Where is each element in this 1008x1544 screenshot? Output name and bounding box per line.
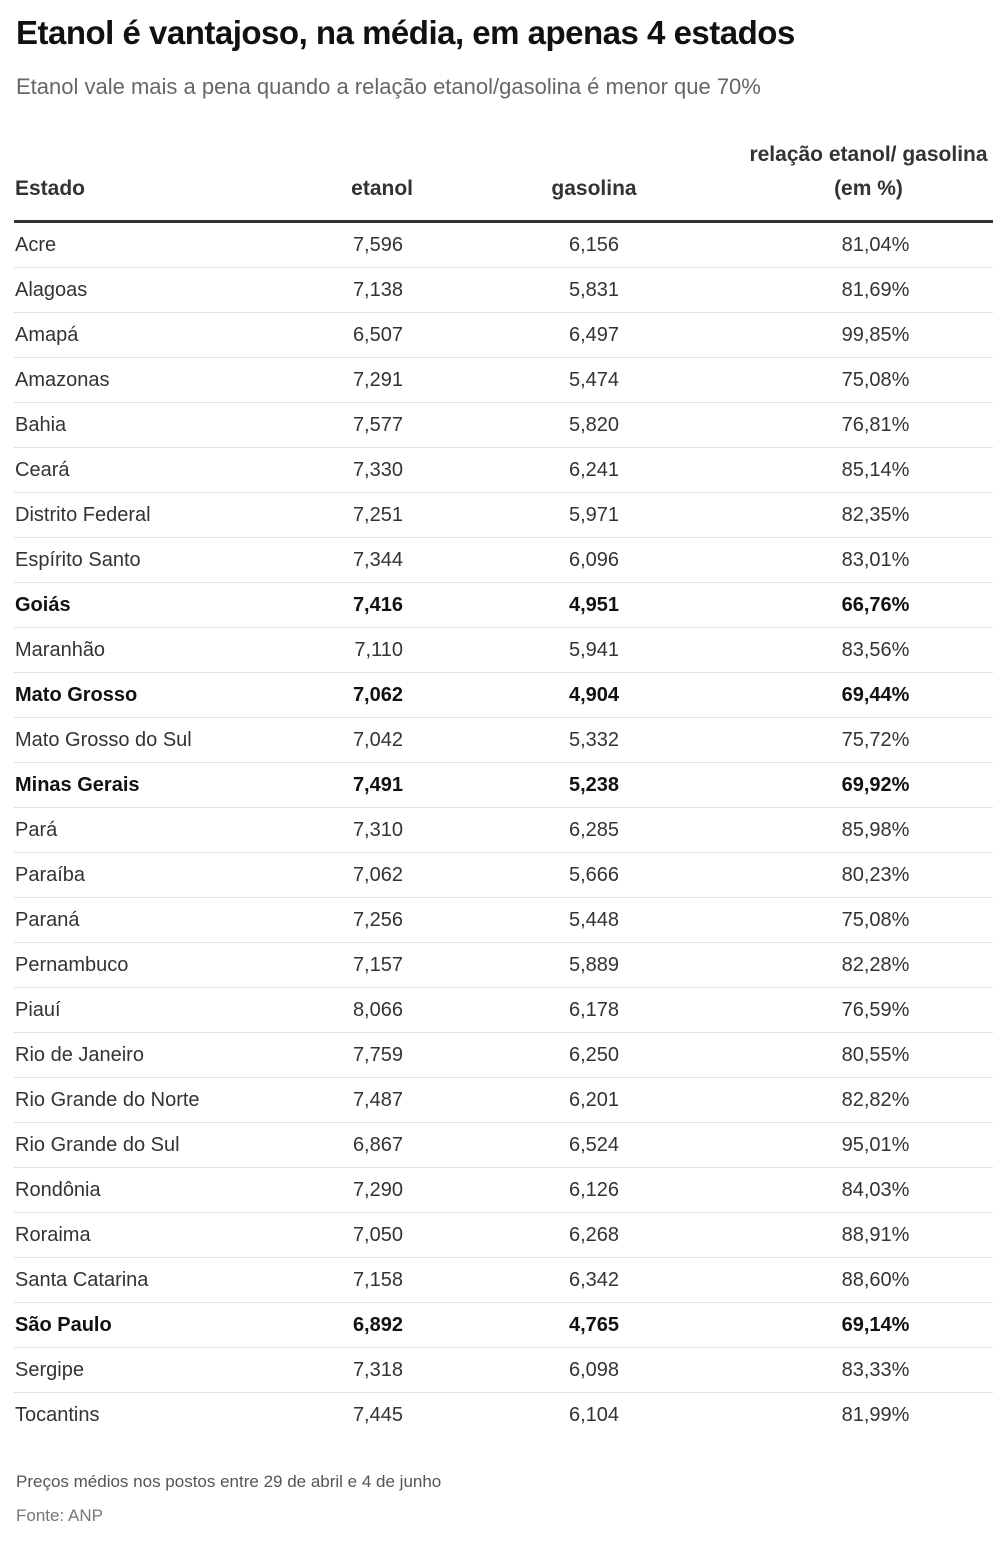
- cell-etanol: 7,491: [279, 763, 479, 808]
- cell-etanol: 7,487: [279, 1078, 479, 1123]
- table-header-row: [14, 138, 993, 222]
- cell-estado: Rio Grande do Norte: [14, 1078, 279, 1123]
- cell-etanol: 7,310: [279, 808, 479, 853]
- cell-gasolina: 6,178: [479, 988, 744, 1033]
- cell-estado: Sergipe: [14, 1348, 279, 1393]
- cell-relacao: 76,59%: [744, 988, 993, 1033]
- cell-etanol: 7,110: [279, 628, 479, 673]
- cell-etanol: 7,050: [279, 1213, 479, 1258]
- table-row: [14, 403, 993, 448]
- cell-estado: Rondônia: [14, 1168, 279, 1213]
- table-row: [14, 1078, 993, 1123]
- table-row: [14, 1168, 993, 1213]
- cell-relacao: 69,44%: [744, 673, 993, 718]
- cell-relacao: 80,23%: [744, 853, 993, 898]
- cell-etanol: 8,066: [279, 988, 479, 1033]
- cell-gasolina: 6,268: [479, 1213, 744, 1258]
- cell-estado: Piauí: [14, 988, 279, 1033]
- table-row: [14, 222, 993, 268]
- table-row: [14, 268, 993, 313]
- cell-estado: Minas Gerais: [14, 763, 279, 808]
- cell-estado: Mato Grosso do Sul: [14, 718, 279, 763]
- table-row: [14, 808, 993, 853]
- cell-estado: Roraima: [14, 1213, 279, 1258]
- cell-estado: Bahia: [14, 403, 279, 448]
- table-row: [14, 1258, 993, 1303]
- cell-etanol: 7,344: [279, 538, 479, 583]
- cell-gasolina: 6,250: [479, 1033, 744, 1078]
- cell-gasolina: 5,474: [479, 358, 744, 403]
- cell-estado: Distrito Federal: [14, 493, 279, 538]
- cell-etanol: 7,445: [352, 1403, 403, 1426]
- table-row: [14, 718, 993, 763]
- cell-relacao: 88,91%: [744, 1213, 993, 1258]
- cell-relacao: 85,98%: [744, 808, 993, 853]
- cell-relacao: 69,14%: [744, 1303, 993, 1348]
- cell-gasolina: 6,098: [479, 1348, 744, 1393]
- cell-etanol: 7,157: [279, 943, 479, 988]
- source-credit: Fonte: ANP: [16, 1506, 103, 1525]
- cell-gasolina: 4,951: [479, 583, 744, 628]
- cell-gasolina: 6,126: [479, 1168, 744, 1213]
- cell-gasolina: 6,104: [568, 1403, 620, 1426]
- cell-estado: Espírito Santo: [14, 538, 279, 583]
- cell-estado: São Paulo: [14, 1303, 279, 1348]
- cell-relacao: 83,56%: [744, 628, 993, 673]
- cell-relacao: 81,04%: [744, 222, 993, 268]
- cell-estado: Pernambuco: [14, 943, 279, 988]
- cell-gasolina: 6,096: [479, 538, 744, 583]
- cell-estado: Alagoas: [14, 268, 279, 313]
- cell-estado: Tocantins: [15, 1403, 100, 1426]
- cell-relacao: 75,08%: [744, 898, 993, 943]
- cell-etanol: 7,759: [279, 1033, 479, 1078]
- cell-gasolina: 4,904: [479, 673, 744, 718]
- cell-gasolina: 6,201: [479, 1078, 744, 1123]
- cell-etanol: 7,318: [279, 1348, 479, 1393]
- cell-estado: Santa Catarina: [14, 1258, 279, 1303]
- table-row: [14, 1033, 993, 1078]
- cell-relacao: 75,72%: [744, 718, 993, 763]
- cell-relacao: 81,69%: [744, 268, 993, 313]
- cell-relacao: 82,28%: [744, 943, 993, 988]
- table-row: [14, 1303, 993, 1348]
- cell-relacao: 76,81%: [744, 403, 993, 448]
- table-row: [14, 313, 993, 358]
- cell-relacao: 85,14%: [744, 448, 993, 493]
- chart-subtitle: Etanol vale mais a pena quando a relação etanol/gasolina é menor que 70%: [16, 74, 761, 99]
- cell-estado: Maranhão: [14, 628, 279, 673]
- cell-relacao: 84,03%: [744, 1168, 993, 1213]
- table-row: [14, 763, 993, 808]
- table-row: [14, 1213, 993, 1258]
- table-row: [14, 673, 993, 718]
- cell-estado: Rio de Janeiro: [14, 1033, 279, 1078]
- cell-estado: Amazonas: [14, 358, 279, 403]
- cell-etanol: 7,290: [279, 1168, 479, 1213]
- cell-etanol: 7,138: [279, 268, 479, 313]
- cell-gasolina: 5,971: [479, 493, 744, 538]
- cell-estado: Acre: [14, 222, 279, 268]
- cell-gasolina: 6,285: [479, 808, 744, 853]
- cell-relacao: 80,55%: [744, 1033, 993, 1078]
- cell-gasolina: 5,820: [479, 403, 744, 448]
- table-row: [14, 1393, 993, 1438]
- cell-etanol: 6,867: [279, 1123, 479, 1168]
- cell-gasolina: 5,238: [479, 763, 744, 808]
- cell-etanol: 7,256: [279, 898, 479, 943]
- cell-relacao: 69,92%: [744, 763, 993, 808]
- cell-etanol: 7,251: [279, 493, 479, 538]
- column-header-gasolina: gasolina: [479, 138, 744, 222]
- cell-relacao: 95,01%: [744, 1123, 993, 1168]
- footnote: Preços médios nos postos entre 29 de abril e 4 de junho: [16, 1472, 442, 1491]
- cell-relacao: 82,82%: [744, 1078, 993, 1123]
- table-row: [14, 1348, 993, 1393]
- table-row: [14, 448, 993, 493]
- cell-gasolina: 5,941: [479, 628, 744, 673]
- cell-estado: Amapá: [14, 313, 279, 358]
- data-table: [14, 138, 993, 1437]
- table-row: [14, 358, 993, 403]
- cell-etanol: 7,062: [279, 673, 479, 718]
- cell-etanol: 7,330: [279, 448, 479, 493]
- cell-estado: Goiás: [14, 583, 279, 628]
- table-row: [14, 943, 993, 988]
- table-row: [14, 898, 993, 943]
- table-row: [14, 583, 993, 628]
- cell-estado: Ceará: [14, 448, 279, 493]
- cell-gasolina: 5,831: [479, 268, 744, 313]
- cell-estado: Paraná: [14, 898, 279, 943]
- cell-gasolina: 5,889: [479, 943, 744, 988]
- table-row: [14, 628, 993, 673]
- cell-estado: Rio Grande do Sul: [14, 1123, 279, 1168]
- chart-title: Etanol é vantajoso, na média, em apenas 4 estados: [16, 14, 795, 51]
- cell-relacao: 66,76%: [744, 583, 993, 628]
- table-body: [14, 222, 993, 1438]
- cell-estado: Mato Grosso: [14, 673, 279, 718]
- cell-relacao: 83,33%: [744, 1348, 993, 1393]
- table-row: [14, 493, 993, 538]
- table-row: [14, 853, 993, 898]
- cell-etanol: 7,042: [279, 718, 479, 763]
- cell-etanol: 6,507: [279, 313, 479, 358]
- cell-relacao: 88,60%: [744, 1258, 993, 1303]
- cell-relacao: 99,85%: [744, 313, 993, 358]
- table-row: [14, 538, 993, 583]
- table-row: [14, 1123, 993, 1168]
- cell-gasolina: 5,332: [479, 718, 744, 763]
- cell-gasolina: 6,156: [479, 222, 744, 268]
- column-header-etanol: etanol: [279, 138, 479, 222]
- cell-gasolina: 5,448: [479, 898, 744, 943]
- cell-relacao: 75,08%: [744, 358, 993, 403]
- cell-estado: Pará: [14, 808, 279, 853]
- cell-gasolina: 6,342: [479, 1258, 744, 1303]
- cell-etanol: 7,158: [279, 1258, 479, 1303]
- cell-etanol: 7,596: [279, 222, 479, 268]
- cell-gasolina: 6,241: [479, 448, 744, 493]
- cell-gasolina: 4,765: [479, 1303, 744, 1348]
- cell-etanol: 7,291: [279, 358, 479, 403]
- column-header-relacao: relação etanol/ gasolina (em %): [744, 138, 993, 222]
- cell-etanol: 6,892: [279, 1303, 479, 1348]
- cell-relacao: 83,01%: [744, 538, 993, 583]
- cell-gasolina: 5,666: [479, 853, 744, 898]
- cell-estado: Paraíba: [14, 853, 279, 898]
- table-row: [14, 988, 993, 1033]
- cell-gasolina: 6,524: [479, 1123, 744, 1168]
- column-header-estado: Estado: [14, 138, 279, 222]
- cell-etanol: 7,416: [279, 583, 479, 628]
- cell-gasolina: 6,497: [479, 313, 744, 358]
- cell-relacao: 81,99%: [841, 1403, 910, 1426]
- cell-etanol: 7,577: [279, 403, 479, 448]
- cell-etanol: 7,062: [279, 853, 479, 898]
- cell-relacao: 82,35%: [744, 493, 993, 538]
